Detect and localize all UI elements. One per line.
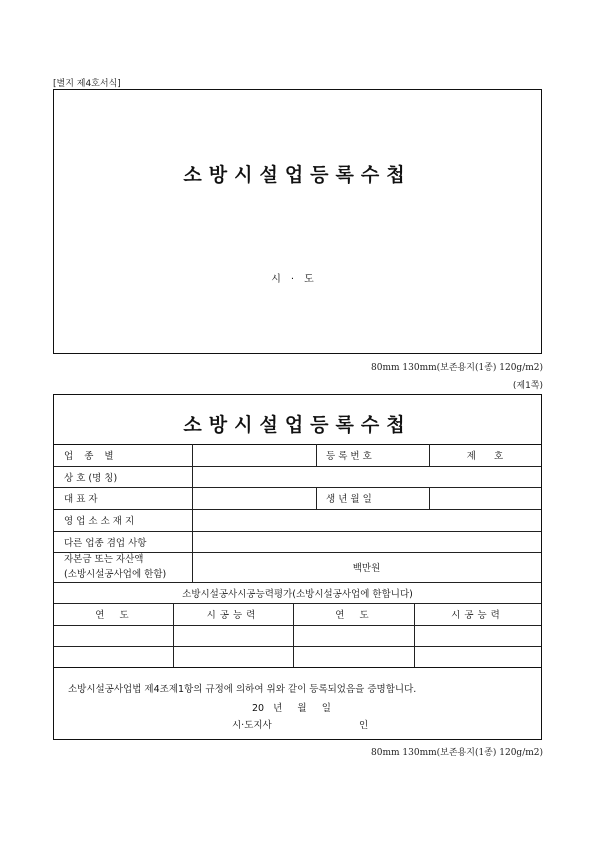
- birth-date-label: 생 년 월 일: [326, 494, 372, 505]
- representative-field[interactable]: [192, 487, 316, 509]
- eval-capacity-1-row2[interactable]: [173, 646, 293, 667]
- other-business-label: 다른 업종 겸업 사항: [64, 537, 147, 549]
- capital-label-line1: 자본금 또는 자산액: [64, 554, 144, 565]
- eval-header-year-2: 연 도: [335, 610, 372, 621]
- eval-header-year-1: 연 도: [95, 610, 132, 621]
- office-address-field[interactable]: [192, 509, 541, 531]
- trade-name-label: 상 호 (명 칭): [64, 472, 118, 484]
- seal-mark: 인: [359, 720, 369, 731]
- capital-label: [54, 552, 192, 582]
- signer: 시·도지사: [232, 720, 272, 731]
- date-line: 20 년 월 일: [252, 703, 331, 714]
- capital-label-line2: (소방시설공사업에 한함): [64, 569, 167, 580]
- eval-year-2-row1[interactable]: [293, 625, 414, 646]
- capital-unit: 백만원: [352, 563, 381, 574]
- register-title: 소방시설업등록수첩: [183, 414, 412, 436]
- eval-year-2-row2[interactable]: [293, 646, 414, 667]
- eval-capacity-2-row2[interactable]: [414, 646, 541, 667]
- evaluation-heading: 소방시설공사시공능력평가(소방시설공사업에 한합니다): [182, 588, 413, 600]
- business-type-label: 업 종 별: [64, 451, 118, 462]
- registration-no-label: 등 록 번 호: [326, 451, 372, 462]
- eval-year-1-row1[interactable]: [54, 625, 173, 646]
- eval-header-capacity-2: 시공능력: [451, 610, 504, 621]
- registration-no-field[interactable]: 제 호: [466, 451, 504, 462]
- other-business-field[interactable]: [192, 531, 541, 552]
- eval-capacity-2-row1[interactable]: [414, 625, 541, 646]
- form-number-label: [별지 제4호서식]: [53, 79, 121, 89]
- trade-name-field[interactable]: [192, 466, 541, 487]
- eval-year-1-row2[interactable]: [54, 646, 173, 667]
- office-address-label: 영 업 소 소 재 지: [64, 516, 135, 527]
- certification-text: 소방시설공사업법 제4조제1항의 규정에 의하여 위와 같이 등록되었음을 증명합니다.: [68, 684, 417, 695]
- paper-spec-cover: 80mm 130mm(보존용지(1종) 120g/m2): [371, 363, 543, 373]
- paper-spec-register: 80mm 130mm(보존용지(1종) 120g/m2): [371, 748, 543, 758]
- eval-capacity-1-row1[interactable]: [173, 625, 293, 646]
- cover-box: [53, 89, 542, 354]
- birth-date-field[interactable]: [429, 487, 541, 509]
- capital-field[interactable]: [192, 552, 541, 582]
- register-box: [53, 394, 542, 740]
- page-number: (제1쪽): [512, 381, 543, 391]
- cover-title: 소방시설업등록수첩: [183, 164, 412, 186]
- representative-label: 대 표 자: [64, 494, 98, 505]
- cover-issuer: 시·도: [271, 274, 324, 285]
- business-type-field[interactable]: [192, 444, 316, 466]
- eval-header-capacity-1: 시공능력: [206, 610, 260, 621]
